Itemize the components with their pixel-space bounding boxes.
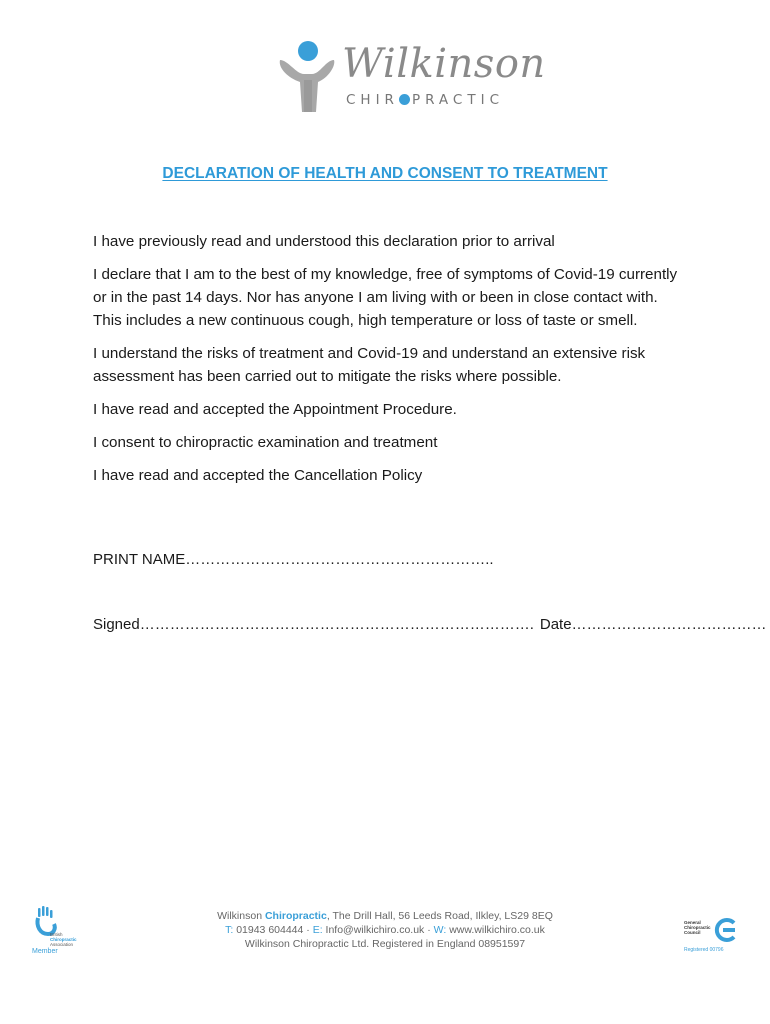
- footer-email-link[interactable]: Info@wilkichiro.co.uk ·: [322, 924, 434, 936]
- bca-member-badge: [30, 906, 90, 958]
- footer-website-link[interactable]: www.wilkichiro.co.uk: [446, 924, 545, 936]
- logo-sub-right: PRACTIC: [411, 92, 505, 108]
- signature-row: [93, 616, 767, 633]
- gcc-name: General Chiropractic Council: [684, 920, 711, 935]
- declaration-item: I declare that I am to the best of my knowledge, free of symptoms of Covid-19 currently or in the past 14 days. Nor has anyone I am living with or been in close contact with. This includes a new continuous cough, high temperature or loss of taste or smell.: [93, 266, 678, 329]
- declaration-list: [93, 230, 683, 497]
- footer-address-line: Wilkinson Chiropractic, The Drill Hall, 56 Leeds Road, Ilkley, LS29 8EQ: [217, 910, 553, 922]
- signed-field[interactable]: Signed…………………………………………………………………….: [93, 616, 534, 633]
- document-title: DECLARATION OF HEALTH AND CONSENT TO TREATMENT: [162, 165, 608, 182]
- declaration-item: I have read and accepted the Cancellation Policy: [93, 467, 423, 484]
- print-name-field[interactable]: PRINT NAME……………………………………………………..: [93, 551, 494, 568]
- declaration-item: I have read and accepted the Appointment Procedure.: [93, 401, 457, 418]
- gcc-registration: Registered 00796: [684, 947, 724, 953]
- bca-name: British Chiropractic Association: [50, 932, 77, 947]
- company-logo: [274, 40, 546, 120]
- footer-phone[interactable]: 01943 604444 ·: [233, 924, 313, 936]
- logo-subtitle: [346, 94, 504, 108]
- date-field[interactable]: Date…………………………………: [539, 616, 767, 633]
- logo-wordmark: Wilkinson: [342, 41, 546, 87]
- logo-sub-left: CHIR: [346, 92, 399, 108]
- chiropractic-figure-icon: [274, 40, 338, 116]
- footer-contact-line: T: 01943 604444 · E: Info@wilkichiro.co.uk · W: www.wilkichiro.co.uk: [225, 924, 545, 936]
- footer-registration: Wilkinson Chiropractic Ltd. Registered in England 08951597: [244, 938, 526, 950]
- footer-contact: [150, 909, 620, 951]
- declaration-item: I have previously read and understood this declaration prior to arrival: [93, 233, 555, 250]
- declaration-item: I understand the risks of treatment and Covid-19 and understand an extensive risk assessment has been carried out to mitigate the risks where possible.: [93, 345, 646, 385]
- gcc-badge: [682, 918, 742, 958]
- gcc-logo-icon: [714, 918, 738, 942]
- logo-dot-icon: [399, 94, 410, 105]
- bca-member-label: Member: [32, 948, 58, 955]
- declaration-item: I consent to chiropractic examination and treatment: [93, 434, 438, 451]
